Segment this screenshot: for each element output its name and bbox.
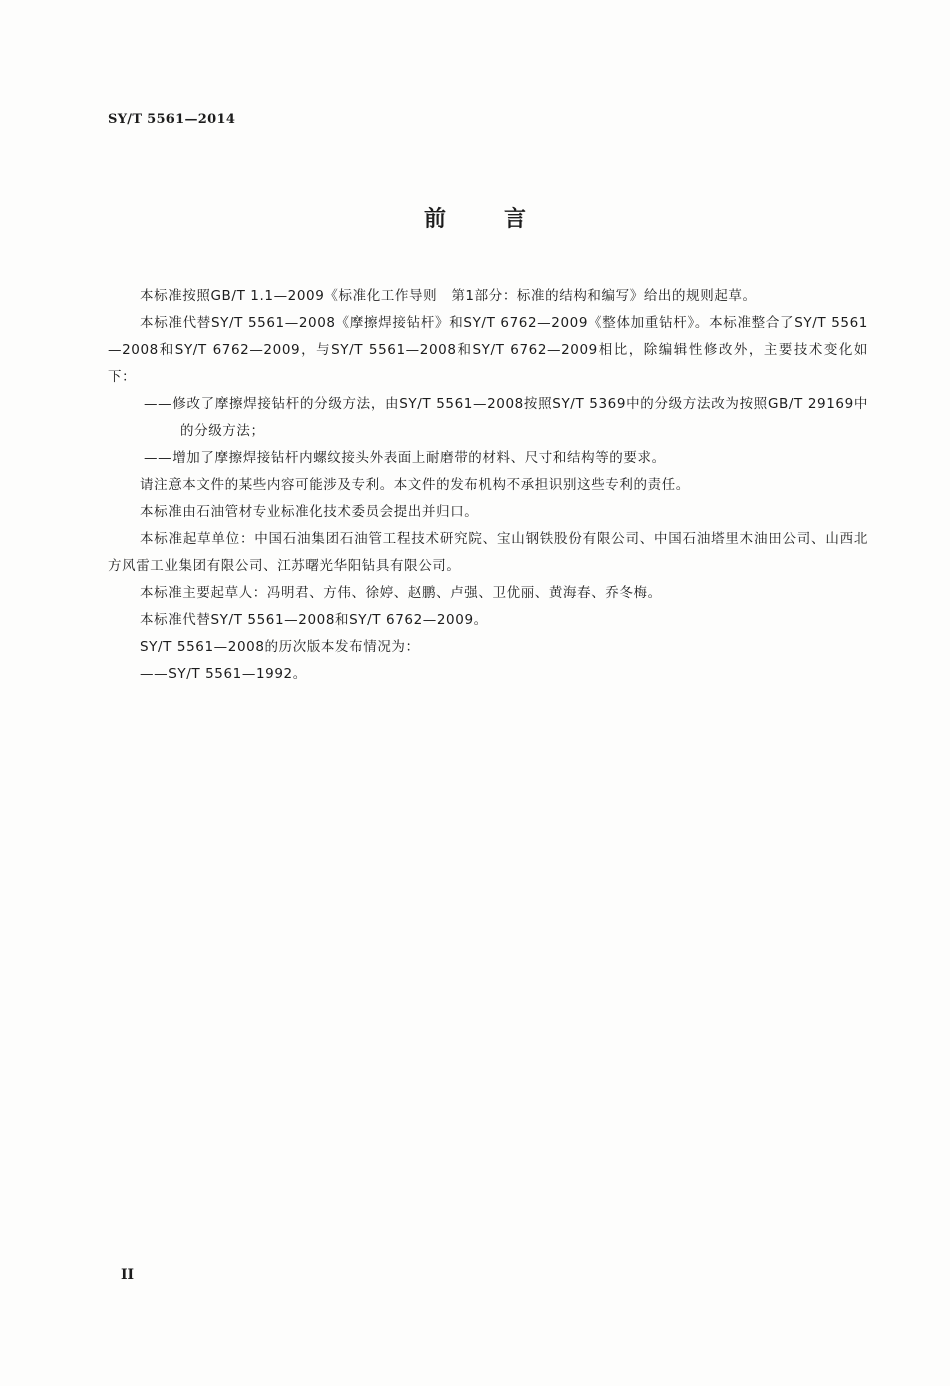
- history-item: ——SY/T 5561—1992。: [140, 666, 307, 682]
- standard-code-header: SY/T 5561—2014: [108, 112, 236, 127]
- paragraph-drafting-rules: 本标准按照GB/T 1.1—2009《标准化工作导则 第1部分：标准的结构和编写》给出的规则起草。: [140, 288, 757, 304]
- paragraph-patent-notice: 请注意本文件的某些内容可能涉及专利。本文件的发布机构不承担识别这些专利的责任。: [140, 477, 690, 493]
- page-title: 前言: [423, 207, 584, 232]
- change-item-hardbanding: ——增加了摩擦焊接钻杆内螺纹接头外表面上耐磨带的材料、尺寸和结构等的要求。: [144, 450, 666, 466]
- paragraph-history-intro: SY/T 5561—2008的历次版本发布情况为：: [140, 639, 420, 655]
- paragraph-replacement-intro: 本标准代替SY/T 5561—2008《摩擦焊接钻杆》和SY/T 6762—2009《整体加重钻杆》。本标准整合了SY/T 5561—2008和SY/T 6762—2009，与SY/T 5561—2008和SY/T 6762—2009相比，除编辑性修改外，主要技术变化如下：: [108, 315, 868, 385]
- paragraph-proposer: 本标准由石油管材专业标准化技术委员会提出并归口。: [140, 504, 479, 520]
- paragraph-drafting-units: 本标准起草单位：中国石油集团石油管工程技术研究院、宝山钢铁股份有限公司、中国石油塔里木油田公司、山西北方风雷工业集团有限公司、江苏曙光华阳钻具有限公司。: [108, 531, 868, 574]
- paragraph-drafters: 本标准主要起草人：冯明君、方伟、徐婷、赵鹏、卢强、卫优丽、黄海春、乔冬梅。: [140, 585, 662, 601]
- page-number: II: [121, 1267, 135, 1283]
- change-item-grading: ——修改了摩擦焊接钻杆的分级方法，由SY/T 5561—2008按照SY/T 5369中的分级方法改为按照GB/T 29169中的分级方法；: [144, 396, 868, 439]
- foreword-body: [108, 283, 868, 688]
- paragraph-replaces: 本标准代替SY/T 5561—2008和SY/T 6762—2009。: [140, 612, 488, 628]
